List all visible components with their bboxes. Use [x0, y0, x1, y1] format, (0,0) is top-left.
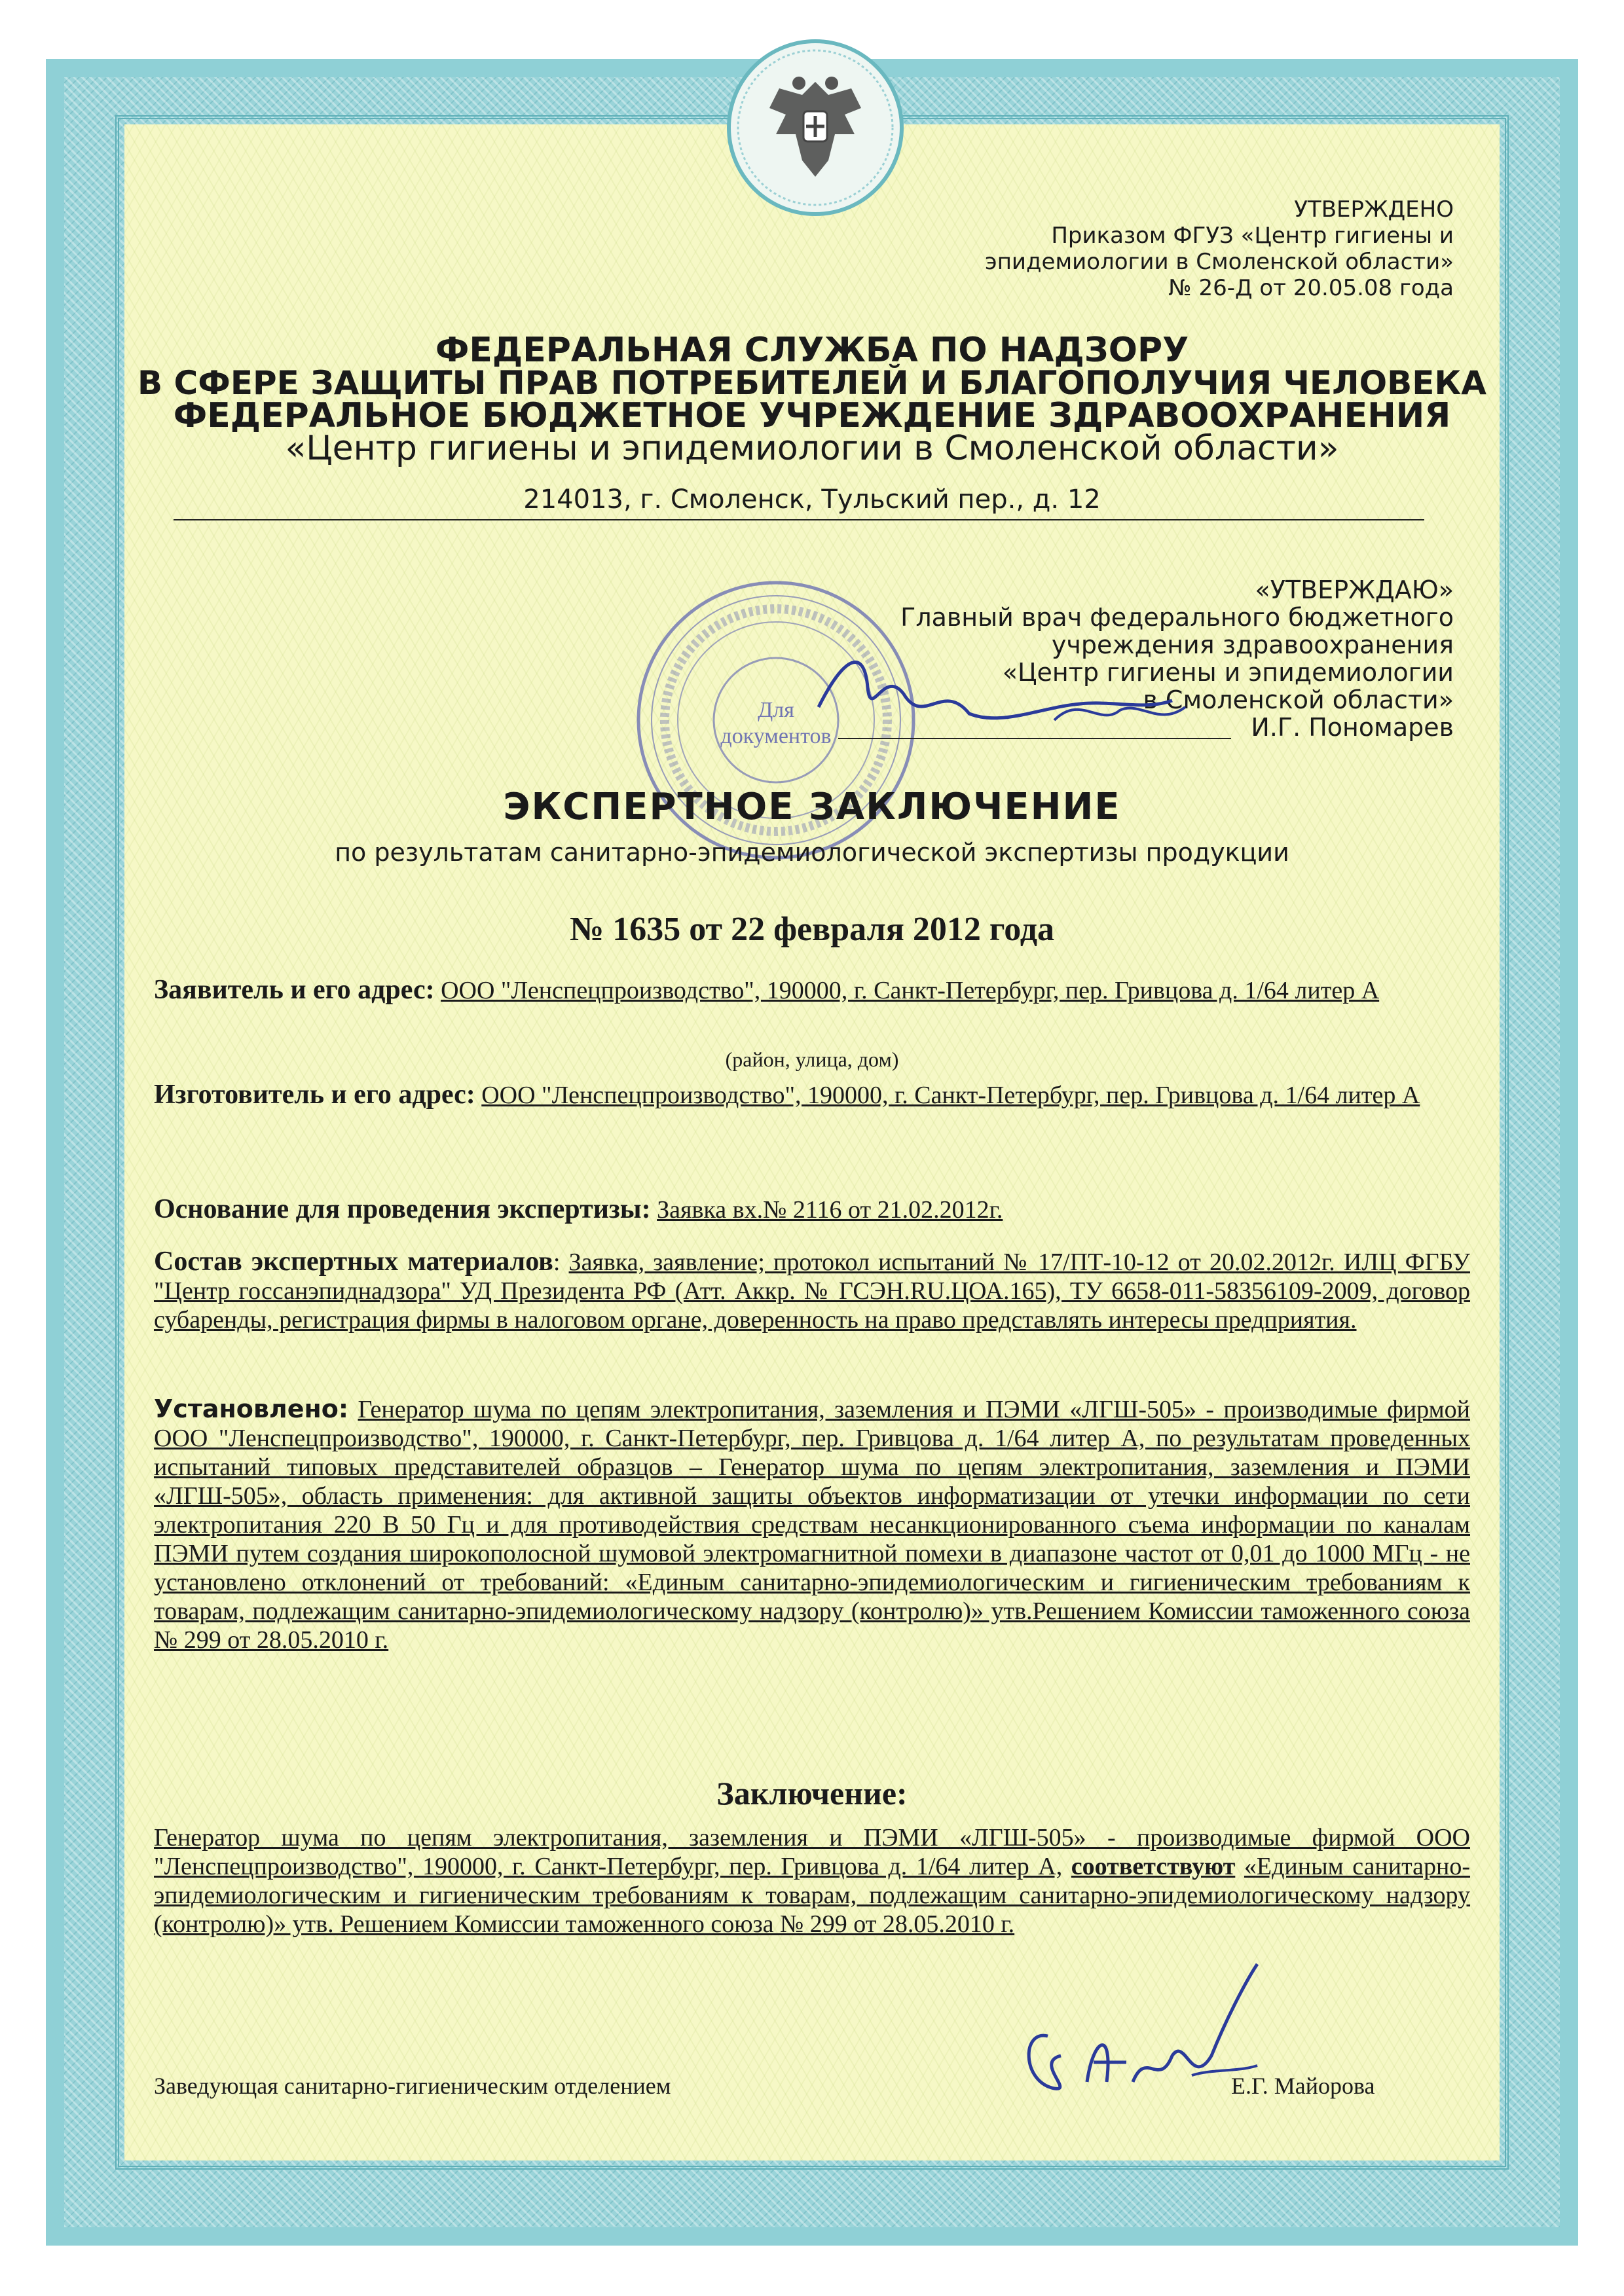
- header-divider: [174, 519, 1424, 520]
- conclusion-title: Заключение:: [716, 1775, 908, 1812]
- established-paragraph: [154, 1394, 1470, 1654]
- head-approval-name: И.Г. Пономарев: [1251, 713, 1454, 742]
- org-line-3: ФЕДЕРАЛЬНОЕ БЮДЖЕТНОЕ УЧРЕЖДЕНИЕ ЗДРАВООХРАНЕНИЯ: [173, 396, 1451, 435]
- head-doctor-signature: [805, 629, 1264, 746]
- basis-label: Основание для проведения экспертизы:: [154, 1194, 651, 1224]
- document-subtitle: по результатам санитарно-эпидемиологической экспертизы продукции: [335, 838, 1289, 867]
- org-line-2: В СФЕРЕ ЗАЩИТЫ ПРАВ ПОТРЕБИТЕЛЕЙ И БЛАГОПОЛУЧИЯ ЧЕЛОВЕКА: [138, 364, 1486, 402]
- approved-line-1: Приказом ФГУЗ «Центр гигиены и: [1051, 223, 1454, 249]
- approved-line-2: эпидемиологии в Смоленской области»: [985, 249, 1454, 275]
- established-value: Генератор шума по цепям электропитания, заземления и ПЭМИ «ЛГШ-505» - производимые фирмой ООО "Ленспецпроизводство", 190000, г. Санкт-Петербург, пер. Гривцова д. 1/64 литер А, по результатам проведенных испытаний типовых представителей образцов – Генератор шума по цепям электропитания, заземления и ПЭМИ «ЛГШ-505», область применения: для активной защиты объектов информатизации от утечки информации по сети электропитания 220 В 50 Гц и для противодействия средствам несанкционированного съема информации по каналам ПЭМИ путем создания широкополосной шумовой электромагнитной помехи в диапазоне частот от 0,01 до 1000 МГц - не установлено отклонений от требований: «Единым санитарно-эпидемиологическим и гигиеническим требованиям к товарам, подлежащим санитарно-эпидемиологическому надзору (контролю)» утв.Решением Комиссии таможенного союза № 299 от 28.05.2010 г.: [154, 1396, 1470, 1654]
- head-of-department-signature: [995, 1958, 1297, 2128]
- document-title: ЭКСПЕРТНОЕ ЗАКЛЮЧЕНИЕ: [503, 786, 1121, 828]
- materials-label: Состав экспертных материалов: [154, 1247, 553, 1277]
- approved-word: УТВЕРЖДЕНО: [1294, 196, 1454, 223]
- conclusion-part-1: Генератор шума по цепям электропитания, заземления и ПЭМИ «ЛГШ-505» - производимые фирмой ООО "Ленспецпроизводство", 190000, г. Санкт-Петербург, пер. Гривцова д. 1/64 литер А,: [154, 1824, 1470, 1880]
- org-line-1: ФЕДЕРАЛЬНАЯ СЛУЖБА ПО НАДЗОРУ: [435, 331, 1189, 370]
- applicant-label: Заявитель и его адрес:: [154, 975, 435, 1005]
- basis-paragraph: [154, 1195, 1470, 1224]
- org-line-4: «Центр гигиены и эпидемиологии в Смоленской области»: [285, 429, 1339, 468]
- manufacturer-value: ООО "Ленспецпроизводство", 190000, г. Санкт-Петербург, пер. Гривцова д. 1/64 литер А: [481, 1082, 1420, 1109]
- materials-value: Заявка, заявление; протокол испытаний № 17/ПТ-10-12 от 20.02.2012г. ИЛЦ ФГБУ "Центр госсанэпиднадзора" УД Президента РФ (Атт. Аккр. № ГСЭН.RU.ЦОА.165), ТУ 6658-011-58356109-2009, договор субаренды, регистрация фирмы в налоговом органе, доверенность на право представлять интересы предприятия.: [154, 1248, 1471, 1334]
- address-hint: (район, улица, дом): [725, 1048, 899, 1071]
- signatory-role: Заведующая санитарно-гигиеническим отделением: [154, 2073, 671, 2099]
- double-headed-eagle-emblem-icon: [724, 36, 907, 219]
- applicant-value: ООО "Ленспецпроизводство", 190000, г. Санкт-Петербург, пер. Гривцова д. 1/64 литер А: [441, 977, 1380, 1004]
- materials-paragraph: Состав экспертных материалов: Заявка, заявление; протокол испытаний № 17/ПТ-10-12 от 20.02.2012г. ИЛЦ ФГБУ "Центр госсанэпиднадзора" УД Президента РФ (Атт. Аккр. № ГСЭН.RU.ЦОА.165), ТУ 6658-011-58356109-2009, договор субаренды, регистрация фирмы в налоговом органе, доверенность на право представлять интересы предприятия.: [154, 1247, 1471, 1334]
- head-approval-line-2: учреждения здравоохранения: [1051, 630, 1454, 659]
- document-number: № 1635 от 22 февраля 2012 года: [569, 911, 1055, 948]
- approved-line-3: № 26-Д от 20.05.08 года: [1168, 275, 1454, 301]
- head-approval-word: «УТВЕРЖДАЮ»: [1255, 575, 1454, 604]
- head-approval-line-1: Главный врач федерального бюджетного: [900, 603, 1454, 632]
- approved-by-order-block: [985, 196, 1454, 301]
- org-address: 214013, г. Смоленск, Тульский пер., д. 12: [523, 484, 1101, 515]
- manufacturer-label: Изготовитель и его адрес:: [154, 1080, 475, 1110]
- conclusion-paragraph: [154, 1823, 1470, 1939]
- conclusion-bold-word: соответствуют: [1071, 1853, 1236, 1880]
- basis-value: Заявка вх.№ 2116 от 21.02.2012г.: [657, 1196, 1003, 1224]
- manufacturer-paragraph: [154, 1080, 1470, 1110]
- stamp-text-2: документов: [720, 724, 832, 748]
- applicant-paragraph: [154, 975, 1470, 1005]
- head-approval-line-3: «Центр гигиены и эпидемиологии: [1002, 658, 1454, 687]
- established-label: Установлено:: [154, 1394, 349, 1423]
- conclusion-part-2: «Единым санитарно-эпидемиологическим и гигиеническим требованиям к товарам, подлежащим санитарно-эпидемиологическому надзору (контролю)» утв. Решением Комиссии таможенного союза № 299 от 28.05.2010 г.: [154, 1853, 1471, 1938]
- signatory-name: Е.Г. Майорова: [1231, 2073, 1375, 2099]
- stamp-text-1: Для: [758, 698, 794, 722]
- head-approval-line-4: в Смоленской области»: [1143, 685, 1454, 714]
